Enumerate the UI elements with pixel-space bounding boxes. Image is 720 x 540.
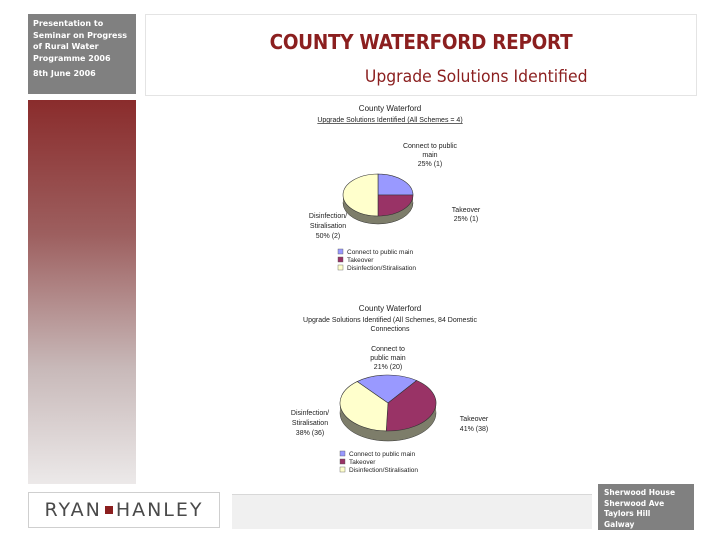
legend-label: Disinfection/Stiralisation bbox=[349, 467, 419, 474]
legend-label: Connect to public main bbox=[349, 451, 416, 458]
chart-legend bbox=[340, 451, 418, 474]
slice-label: Disinfection/ bbox=[308, 213, 348, 220]
legend-label: Takeover bbox=[349, 459, 376, 466]
pie-1-slices bbox=[343, 174, 413, 224]
legend-swatch bbox=[340, 459, 345, 464]
slice-label: 41% (38) bbox=[459, 426, 489, 433]
address-line: Sherwood House bbox=[604, 488, 676, 497]
decorative-gradient-bar bbox=[28, 100, 136, 484]
slice-label: 50% (2) bbox=[315, 233, 341, 240]
slice-label: Connect to bbox=[371, 346, 405, 353]
pie-chart-1 bbox=[270, 100, 510, 290]
slice-label: main bbox=[422, 152, 438, 159]
address-line: Sherwood Ave bbox=[604, 498, 665, 508]
legend-swatch bbox=[338, 265, 343, 270]
presentation-line: of Rural Water bbox=[33, 42, 99, 51]
slice-label: Takeover bbox=[451, 207, 481, 214]
legend-swatch bbox=[338, 249, 343, 254]
pie-chart-1-svg bbox=[270, 100, 510, 290]
chart-legend bbox=[338, 249, 416, 272]
company-address bbox=[598, 484, 694, 530]
chart-subtitle: Connections bbox=[370, 326, 410, 333]
presentation-info bbox=[28, 14, 136, 94]
slice-label: Stiralisation bbox=[291, 420, 329, 427]
chart-title: County Waterford bbox=[358, 104, 422, 113]
chart-title: County Waterford bbox=[358, 304, 422, 313]
chart-subtitle: Upgrade Solutions Identified (All Schemes = 4) bbox=[317, 117, 463, 124]
slice-label: 38% (36) bbox=[295, 430, 325, 437]
presentation-line: Seminar on Progress bbox=[33, 30, 127, 40]
slice-label: Disinfection/ bbox=[290, 410, 330, 417]
page-subtitle: Upgrade Solutions Identified bbox=[364, 67, 588, 87]
slice-label: 21% (20) bbox=[373, 364, 403, 371]
slice-label: Connect to public bbox=[402, 143, 458, 150]
company-logo bbox=[28, 492, 220, 528]
legend-label: Disinfection/Stiralisation bbox=[347, 265, 417, 272]
slice-label: Takeover bbox=[459, 416, 489, 423]
slice-label: 25% (1) bbox=[417, 161, 443, 168]
pie-chart-2-svg bbox=[270, 300, 510, 490]
legend-label: Takeover bbox=[347, 257, 374, 264]
pie-slice-0 bbox=[378, 174, 413, 195]
legend-swatch bbox=[338, 257, 343, 262]
slice-label: Stiralisation bbox=[309, 223, 347, 230]
logo-separator-icon bbox=[105, 506, 113, 514]
presentation-line: Programme 2006 bbox=[33, 53, 111, 63]
pie-chart-2 bbox=[270, 300, 510, 490]
legend-label: Connect to public main bbox=[347, 249, 414, 256]
page-title: COUNTY WATERFORD REPORT bbox=[269, 30, 573, 54]
presentation-date: 8th June 2006 bbox=[33, 69, 96, 78]
legend-swatch bbox=[340, 451, 345, 456]
address-line: Taylors Hill bbox=[604, 509, 651, 518]
legend-swatch bbox=[340, 467, 345, 472]
address-line: Galway bbox=[604, 519, 635, 529]
chart-subtitle: Upgrade Solutions Identified (All Schemes, 84 Domestic bbox=[303, 317, 477, 324]
logo-text-left: RYAN bbox=[44, 499, 102, 521]
footer-bar bbox=[232, 494, 592, 529]
slice-label: public main bbox=[370, 355, 406, 362]
logo-text-right: HANLEY bbox=[115, 499, 204, 521]
slice-label: 25% (1) bbox=[453, 216, 479, 223]
presentation-line: Presentation to bbox=[33, 19, 104, 28]
pie-2-slices bbox=[340, 375, 436, 441]
